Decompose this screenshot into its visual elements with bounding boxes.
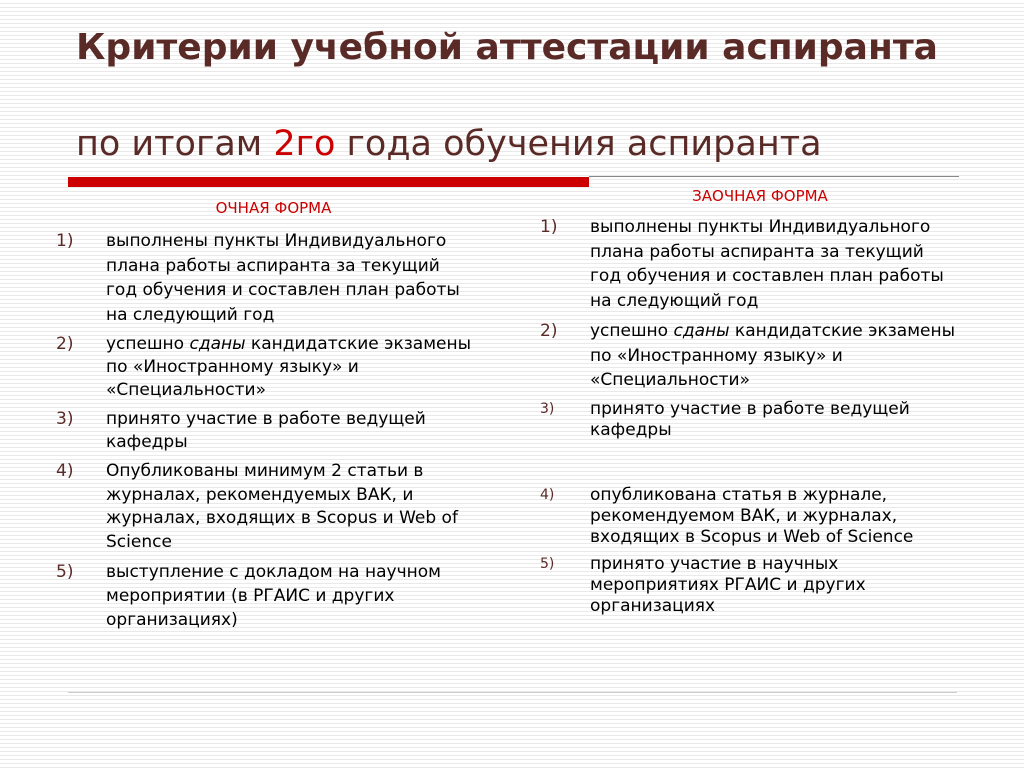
list-item [56, 560, 471, 632]
list-text: выполнены пункты Индивидуального плана работы аспиранта за текущий год обучения и составлен план работы на следующий год [590, 217, 944, 311]
list-number: 4) [56, 461, 74, 481]
list-text-post: кандидатские экзамены по «Иностранному языку» и «Специальности» [590, 321, 956, 390]
part-time-column [540, 187, 960, 623]
list-item [540, 319, 960, 393]
list-text [590, 319, 960, 393]
list-number: 1) [56, 231, 74, 251]
list-text-post: кандидатские экзамены по «Иностранному языку» и «Специальности» [106, 334, 472, 400]
list-number: 4) [540, 486, 555, 503]
list-item [56, 229, 471, 327]
list-number: 5) [56, 562, 74, 582]
list-number: 1) [540, 217, 558, 237]
full-time-heading: ОЧНАЯ ФОРМА [215, 199, 332, 217]
list-text-emphasis: сданы [673, 321, 730, 341]
list-text-pre: успешно [106, 334, 190, 354]
list-number: 5) [540, 555, 555, 572]
full-time-column [56, 199, 471, 638]
list-number: 3) [540, 400, 555, 417]
list-text [106, 333, 471, 402]
part-time-heading: ЗАОЧНАЯ ФОРМА [692, 187, 828, 205]
subtitle-before: по итогам [76, 124, 274, 164]
list-item [540, 215, 960, 313]
list-item [56, 460, 471, 554]
title-underline-accent [68, 177, 589, 187]
title-underline-rule [589, 176, 959, 177]
list-text: опубликована статья в журнале, рекомендуемом ВАК, и журналах, входящих в Scopus и Web of Science [590, 484, 914, 547]
list-item [540, 399, 960, 441]
list-text-emphasis: сданы [189, 334, 246, 354]
list-item [540, 554, 960, 617]
list-text: Опубликованы минимум 2 статьи в журналах, рекомендуемых ВАК, и журналах, входящих в Scopus и Web of Science [106, 461, 458, 552]
bottom-rule [68, 692, 957, 693]
list-item [56, 333, 471, 402]
list-text: выполнены пункты Индивидуального плана работы аспиранта за текущий год обучения и составлен план работы на следующий год [106, 231, 460, 325]
list-text-pre: успешно [590, 321, 674, 341]
subtitle-after: года обучения аспиранта [335, 124, 822, 164]
list-item [56, 408, 471, 454]
slide-subtitle [76, 122, 976, 166]
list-text: принято участие в работе ведущей кафедры [106, 409, 426, 452]
list-text: выступление с докладом на научном мероприятии (в РГАИС и других организациях) [106, 562, 441, 630]
list-number: 3) [56, 409, 74, 429]
list-number: 2) [540, 321, 558, 341]
list-text: принято участие в работе ведущей кафедры [590, 398, 910, 440]
slide-title: Критерии учебной аттестации аспиранта [76, 27, 938, 68]
subtitle-highlight: 2го [273, 124, 336, 164]
list-number: 2) [56, 334, 74, 354]
list-text: принято участие в научных мероприятиях РГАИС и других организациях [590, 553, 866, 616]
list-item [540, 485, 960, 548]
